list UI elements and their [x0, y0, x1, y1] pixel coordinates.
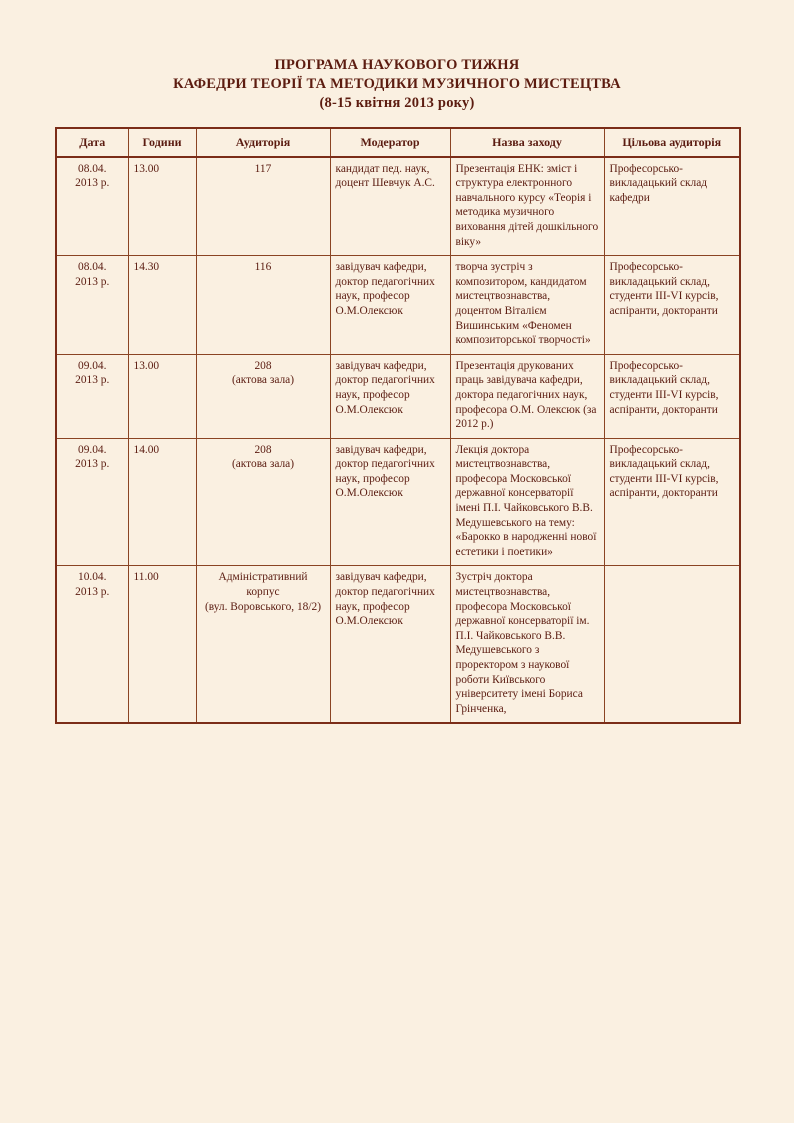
- cell-event: Зустріч доктора мистецтвознавства, професора Московської державної консерваторії ім. П.І. Чайковського В.В. Медушевського з проректором з наукової роботи Київського університету імені Бориса Грінченка,: [450, 566, 604, 723]
- cell-room: Адміністративний корпус (вул. Воровського, 18/2): [196, 566, 330, 723]
- table-row: [56, 354, 740, 438]
- cell-time: 14.00: [128, 438, 196, 566]
- cell-moderator: завідувач кафедри, доктор педагогічних наук, професор О.М.Олексюк: [330, 438, 450, 566]
- cell-room: 208 (актова зала): [196, 354, 330, 438]
- cell-audience: Професорсько-викладацький склад кафедри: [604, 157, 740, 256]
- cell-date: 09.04. 2013 р.: [56, 438, 128, 566]
- cell-moderator: завідувач кафедри, доктор педагогічних наук, професор О.М.Олексюк: [330, 566, 450, 723]
- cell-room: 117: [196, 157, 330, 256]
- cell-date: 08.04. 2013 р.: [56, 157, 128, 256]
- page-title: [55, 56, 739, 113]
- cell-time: 13.00: [128, 354, 196, 438]
- cell-time: 11.00: [128, 566, 196, 723]
- cell-date: 09.04. 2013 р.: [56, 354, 128, 438]
- table-header: [56, 128, 740, 157]
- cell-time: 14.30: [128, 256, 196, 355]
- cell-date: 10.04. 2013 р.: [56, 566, 128, 723]
- cell-time: 13.00: [128, 157, 196, 256]
- column-header-moderator: Модератор: [330, 128, 450, 157]
- cell-date: 08.04. 2013 р.: [56, 256, 128, 355]
- page-title-line-3: (8-15 квітня 2013 року): [319, 95, 475, 111]
- cell-audience: [604, 566, 740, 723]
- column-header-date: Дата: [56, 128, 128, 157]
- cell-room: 116: [196, 256, 330, 355]
- cell-event: Презентація ЕНК: зміст і структура електронного навчального курсу «Теорія і методика музичного виховання дітей дошкільного віку»: [450, 157, 604, 256]
- cell-moderator: завідувач кафедри, доктор педагогічних наук, професор О.М.Олексюк: [330, 256, 450, 355]
- cell-moderator: кандидат пед. наук, доцент Шевчук А.С.: [330, 157, 450, 256]
- cell-event: Лекція доктора мистецтвознавства, професора Московської державної консерваторії імені П.І. Чайковського В.В. Медушевського на тему: «Барокко в народженні нової естетики і поетики»: [450, 438, 604, 566]
- table-row: [56, 438, 740, 566]
- column-header-room: Аудиторія: [196, 128, 330, 157]
- column-header-audience: Цільова аудиторія: [604, 128, 740, 157]
- cell-room: 208 (актова зала): [196, 438, 330, 566]
- cell-audience: Професорсько-викладацький склад, студенти ІІІ-VІ курсів, аспіранти, докторанти: [604, 256, 740, 355]
- column-header-event: Назва заходу: [450, 128, 604, 157]
- table-row: [56, 157, 740, 256]
- column-header-time: Години: [128, 128, 196, 157]
- cell-event: творча зустріч з композитором, кандидатом мистецтвознавства, доцентом Віталієм Вишинським «Феномен композиторської творчості»: [450, 256, 604, 355]
- cell-moderator: завідувач кафедри, доктор педагогічних наук, професор О.М.Олексюк: [330, 354, 450, 438]
- cell-event: Презентація друкованих праць завідувача кафедри, доктора педагогічних наук, професора О.М. Олексюк (за 2012 р.): [450, 354, 604, 438]
- program-table: [55, 127, 741, 724]
- cell-audience: Професорсько-викладацький склад, студенти ІІІ-VІ курсів, аспіранти, докторанти: [604, 354, 740, 438]
- cell-audience: Професорсько-викладацький склад, студенти ІІІ-VІ курсів, аспіранти, докторанти: [604, 438, 740, 566]
- page-title-line-2: КАФЕДРИ ТЕОРІЇ ТА МЕТОДИКИ МУЗИЧНОГО МИСТЕЦТВА: [173, 76, 621, 92]
- page-title-line-1: ПРОГРАМА НАУКОВОГО ТИЖНЯ: [274, 57, 520, 73]
- table-row: [56, 566, 740, 723]
- table-header-row: [56, 128, 740, 157]
- table-body: [56, 157, 740, 724]
- table-row: [56, 256, 740, 355]
